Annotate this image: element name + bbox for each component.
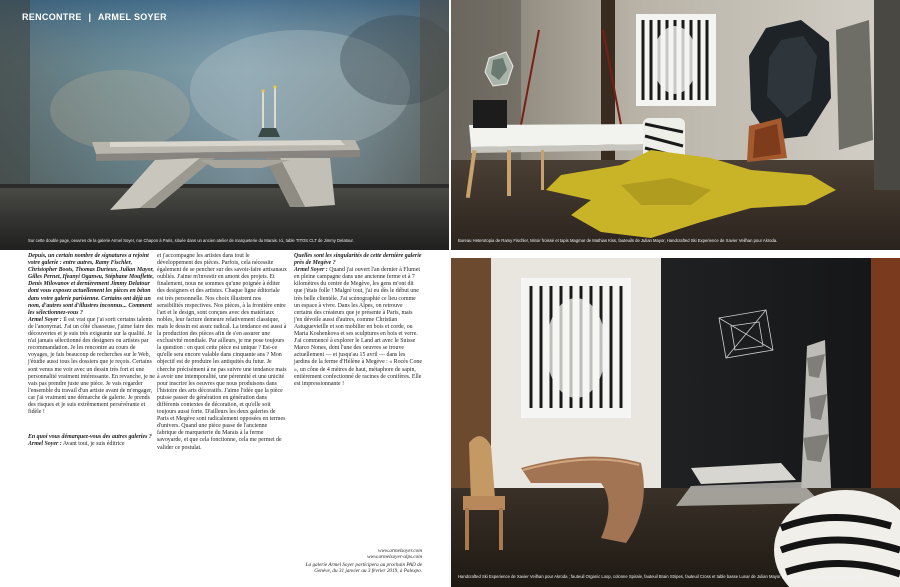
question-difference: En quoi vous démarquez-vous des autres galeries ? — [28, 434, 152, 441]
photo-gallery-yellow-rug — [451, 0, 900, 250]
gallery-rug-illustration — [451, 0, 900, 250]
website-link-paris[interactable]: www.armelsoyer.com — [378, 548, 422, 554]
question-selection: Depuis, un certain nombre de signatures a rejoint votre galerie : entre autres, Ramy Fischler, Christopher Boots, Thomas Durieux, Julian Mayor, Gilles Pernet, Ifeanyi Oganwu, Stéphane Mouflette, Denis Milovanov et dernièrement Jimmy Delatour dont vous exposez actuellement les pièces en béton dans votre galerie parisienne. Certains ont déjà un nom, d'autres sont d'illustres inconnus... Comment les sélectionnez-vous ? — [28, 253, 155, 316]
article-column-2 — [157, 253, 287, 452]
dark-room-illustration — [451, 258, 900, 587]
header-separator: | — [88, 12, 92, 22]
answer-difference: Armel Soyer : Avant tout, je suis éditrice — [28, 441, 125, 448]
caption-top-right: Bureau Heterotopia de Ramy Fischler, Miroir froissé et tapis Magmar de Mathias Kiss, fauteuils de Julian Mayor, Handcrafted Ski Experience de Xavier Veilhan pour Akroda. — [458, 238, 778, 243]
article-column-3 — [294, 253, 422, 388]
answer-megeve: Armel Soyer : Quand j'ai ouvert l'an dernier à Flumet en pleine campagne dans une ancienne ferme et à 7 kilomètres du centre de Megève, les gens m'ont dit que j'étais folle ! Malgré tout, j'ai eu dès le début une très belle clientèle. J'ai scénographié ce lieu comme un espace à vivre. Dans les Alpes, on retrouve certains des créateurs que je présente à Paris, mais j'en dévoile aussi d'autres, comme Christian Astuguevieille et son mobilier en bois et corde, ou Maria Koshenkova et ses sculptures en bois et verre. J'ai commencé à explorer le Land art avec le Suisse Marco Nones, dont l'une des oeuvres se trouve actuellement — et jusqu'au 15 avril — dans les jardins de la ferme d'Hélène à Megève : « Rocès Cone », un cône de 4 mètres de haut, métaphore de sapin, entièrement confectionné de racines de conifères. Elle est impressionnante ! — [294, 267, 422, 387]
concrete-table-illustration — [0, 0, 449, 250]
photo-dark-room — [451, 258, 900, 587]
caption-top-left: Sur cette double page, oeuvres de la galerie Armel Soyer, rue Chapon à Paris, située dans un ancien atelier de marqueterie du Marais. Ici, table TITOS CLT de Jimmy Delatour. — [28, 238, 354, 243]
answer-selection: Armel Soyer : Il est vrai que j'ai sorti certains talents de l'anonymat. J'ai un côté chasseuse, j'aime faire des découvertes et je suis très exigeante sur la qualité. Je n'ai jamais sélectionné des designers ou artistes par recommandation. Je les rencontre au cours de voyages, je fais beaucoup de recherches sur le Web, j'étudie aussi tous les dossiers que je reçois. Certains sont venus me voir avec un dessin très fort et une personnalité vraiment intéressante. En revanche, je ne vais pas prendre juste une pièce. Je vais regarder l'ensemble du travail d'un artiste avant de m'engager, car j'ai vraiment une démarche de galerie. Je prends des risques et je suis extrêmement persévérante et fidèle ! — [28, 316, 155, 416]
caption-bottom-right: Handcrafted Ski Experience de Xavier Veilhan pour Akroda ; fauteuil Organic Loop, colonne Spirale, fauteuil Brain Stripes, fauteuil Cross et table basse Lunar de Julian Mayor ; bureau Contoured Cruise d'Ifeanyi Oganwu. — [458, 574, 866, 579]
gallery-websites — [292, 548, 422, 561]
article-column-1 — [28, 253, 156, 448]
column-2-text: et j'accompagne les artistes dans tout le développement des pièces. Parfois, cela nécessite également de se pencher sur des savoir-faire artisanaux oubliés. J'aime m'investir en amont des projets. Et finalement, nous ne sommes qu'une poignée à éditer des designers et des artistes. Chaque ligne éditoriale est très personnelle. Nos choix illustrent nos sensibilités respectives. Nos pièces, à la frontière entre l'art et le design, sont conçues avec des matériaux nobles, leur facture demeure relativement classique, mais le dessin est assez radical. La tendance est aussi à la production des pièces afin de s'en assurer une exclusivité mondiale. Par ailleurs, je me pose toujours la question : en quoi cette pièce est unique ? Est-ce qu'elle sera encore valable dans cinquante ans ? Mon objectif est de produire les antiquités du futur. Je cherche précisément à ne pas suivre une tendance mais à avoir une intemporalité, une pérennité et une unicité pour inscrire les oeuvres que nous produisons dans l'histoire des arts décoratifs. J'aime l'idée que la pièce puisse passer de génération en génération dans différents contextes de décoration, et qu'elle soit toujours aussi forte. D'ailleurs les deux galeries de Paris et Megève sont radicalement opposées en termes d'univers. Quand une pièce passe de l'ancienne fabrique de marqueterie du Marais à la ferme savoyarde, et que cela fonctionne, cela me permet de valider ce postulat. — [157, 253, 287, 451]
question-megeve: Quelles sont les singularités de cette dernière galerie près de Megève ? — [294, 253, 422, 267]
spread-gutter — [449, 0, 451, 587]
section-label: RENCONTRE — [22, 12, 82, 22]
interviewee-name: ARMEL SOYER — [97, 12, 167, 22]
photo-concrete-table — [0, 0, 449, 250]
section-header — [22, 12, 167, 22]
pad-footnote: La galerie Armel Soyer participera au prochain PAD de Genève, du 31 janvier au 3 février 2019, à Palexpo. — [305, 562, 422, 575]
website-link-alps[interactable]: www.armelsoyer-alps.com — [367, 554, 422, 561]
